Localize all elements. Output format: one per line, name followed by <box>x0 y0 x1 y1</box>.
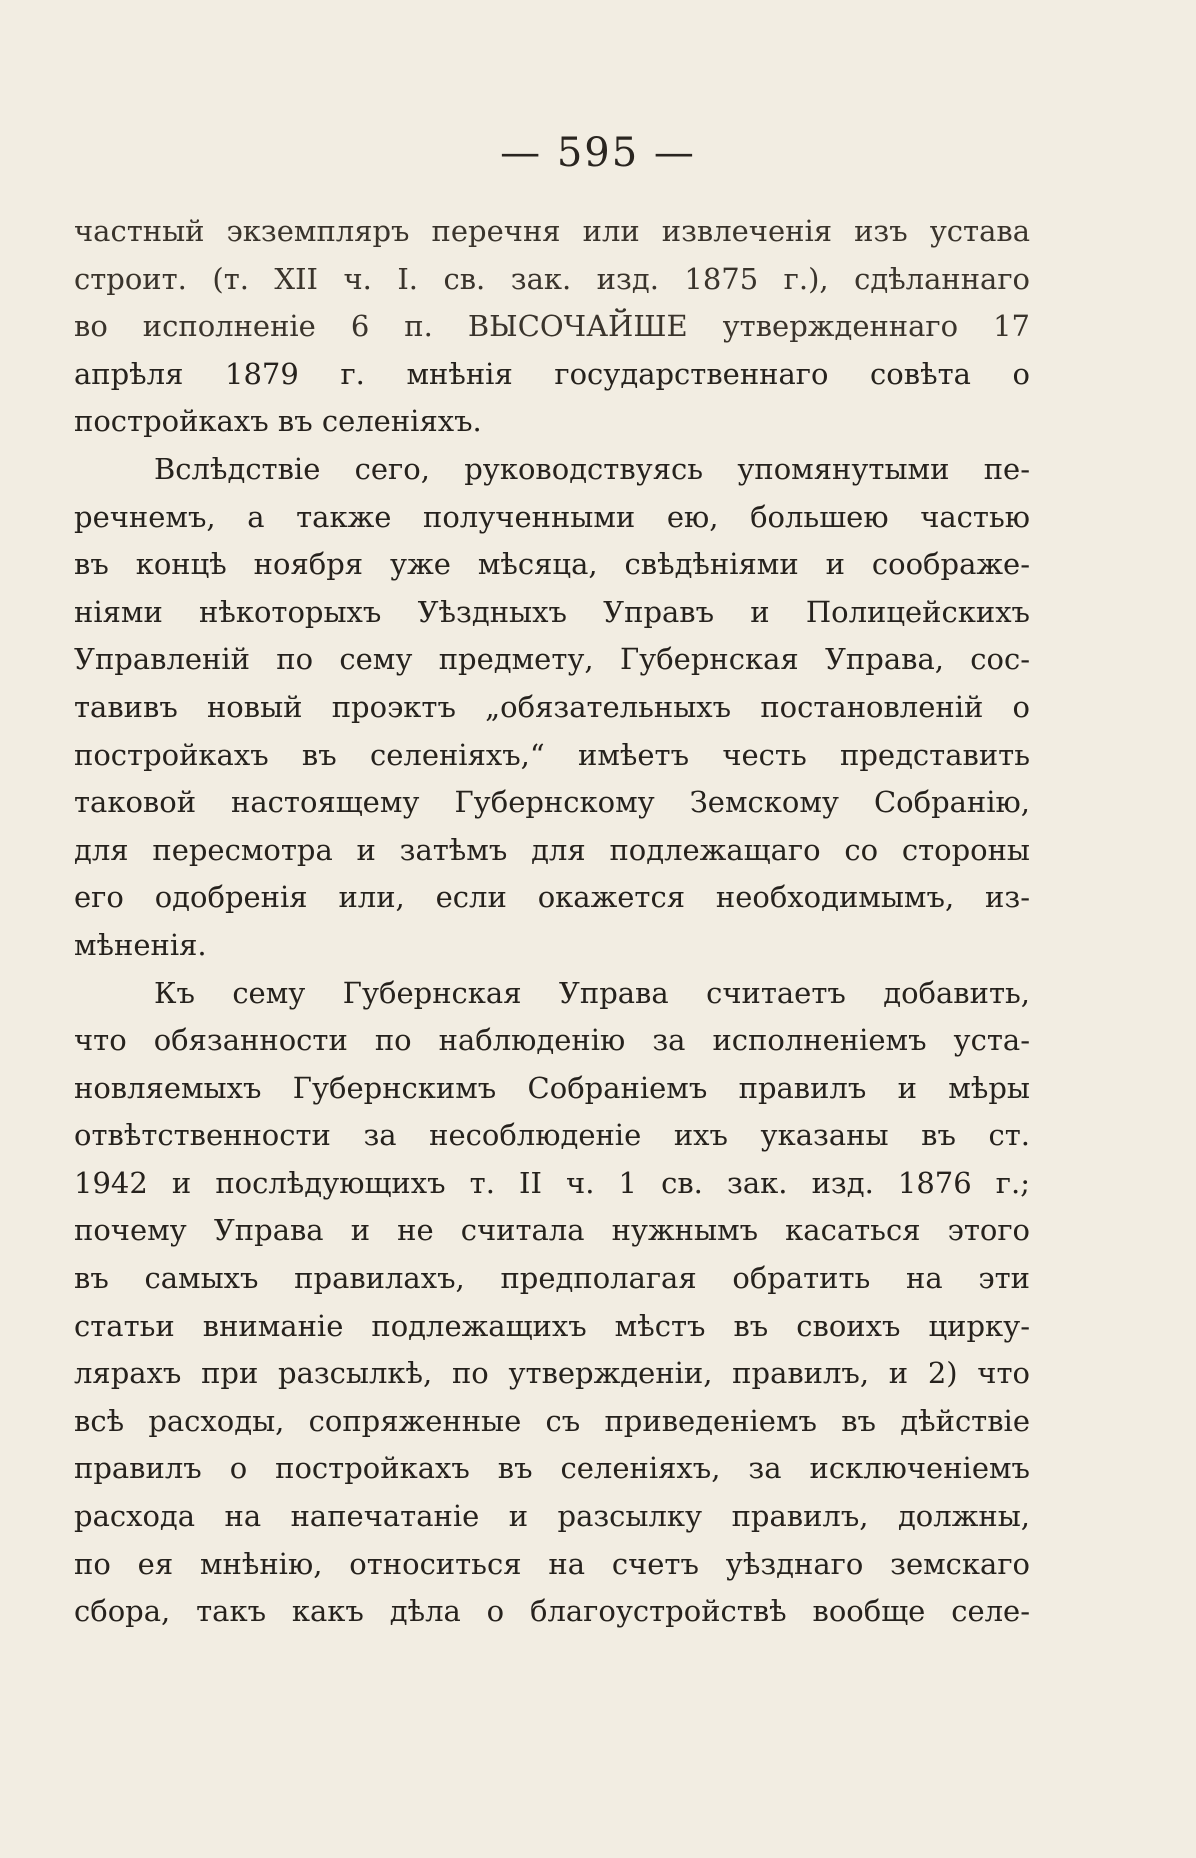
text-line: строит. (т. XII ч. I. св. зак. изд. 1875 г.), сдѣланнаго <box>74 261 1030 296</box>
text-line: новляемыхъ Губернскимъ Собраніемъ правилъ и мѣры <box>74 1070 1030 1105</box>
text-line: сбора, такъ какъ дѣла о благоустройствѣ вообще селе- <box>74 1594 1030 1629</box>
page-number: — 595 — <box>500 130 696 176</box>
text-line: тавивъ новый проэктъ „обязательныхъ постановленій о <box>74 689 1030 724</box>
text-line: его одобренія или, если окажется необходимымъ, из- <box>74 880 1030 915</box>
body-text <box>74 208 1030 1636</box>
text-line: всѣ расходы, сопряженные съ приведеніемъ въ дѣйствіе <box>74 1403 1030 1438</box>
text-line: по ея мнѣнію, относиться на счетъ уѣзднаго земскаго <box>74 1546 1030 1581</box>
text-line: расхода на напечатаніе и разсылку правилъ, должны, <box>74 1499 1030 1534</box>
text-line: мѣненія. <box>74 927 207 962</box>
text-line: статьи вниманіе подлежащихъ мѣстъ въ своихъ цирку- <box>74 1308 1030 1343</box>
text-line: речнемъ, а также полученными ею, большею частью <box>74 499 1030 534</box>
text-line: апрѣля 1879 г. мнѣнія государственнаго совѣта о <box>74 356 1030 391</box>
text-line: въ самыхъ правилахъ, предполагая обратить на эти <box>74 1261 1030 1296</box>
text-line: Вслѣдствіе сего, руководствуясь упомянутыми пе- <box>154 451 1030 486</box>
text-line: постройкахъ въ селеніяхъ,“ имѣетъ честь представить <box>74 737 1030 772</box>
text-line: что обязанности по наблюденію за исполненіемъ уста- <box>74 1023 1030 1058</box>
text-line: для пересмотра и затѣмъ для подлежащаго со стороны <box>74 832 1030 867</box>
text-line: Къ сему Губернская Управа считаетъ добавить, <box>154 975 1030 1010</box>
text-line: во исполненіе 6 п. ВЫСОЧАЙШЕ утвержденнаго 17 <box>74 309 1030 344</box>
text-line: въ концѣ ноября уже мѣсяца, свѣдѣніями и соображе- <box>74 547 1030 582</box>
text-line: 1942 и послѣдующихъ т. II ч. 1 св. зак. изд. 1876 г.; <box>74 1165 1030 1200</box>
text-line: лярахъ при разсылкѣ, по утвержденіи, правилъ, и 2) что <box>74 1356 1030 1391</box>
text-line: частный экземпляръ перечня или извлеченія изъ устава <box>74 214 1030 248</box>
text-line: правилъ о постройкахъ въ селеніяхъ, за исключеніемъ <box>74 1451 1030 1486</box>
text-line: отвѣтственности за несоблюденіе ихъ указаны въ ст. <box>74 1118 1030 1153</box>
text-line: почему Управа и не считала нужнымъ касаться этого <box>74 1213 1030 1248</box>
text-line: ніями нѣкоторыхъ Уѣздныхъ Управъ и Полицейскихъ <box>74 594 1030 629</box>
text-line: постройкахъ въ селеніяхъ. <box>74 404 482 439</box>
text-line: Управленій по сему предмету, Губернская Управа, сос- <box>74 642 1030 677</box>
text-line: таковой настоящему Губернскому Земскому Собранію, <box>74 785 1030 820</box>
